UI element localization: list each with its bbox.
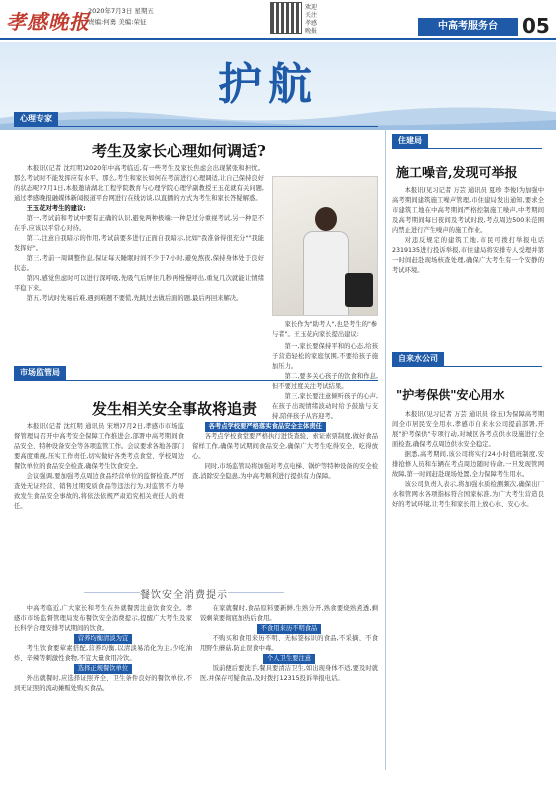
notice-title: 餐饮安全消费提示 (140, 590, 228, 601)
notice-subhead: 个人卫生要注意 (263, 654, 315, 664)
article1-parent-advice (272, 342, 378, 428)
parent-para: 第三,家长要注意倾听孩子的心声,在孩子出现情绪波动时给予鼓励与支持,陪伴孩子从容迎考。 (272, 393, 378, 420)
issue-editors: 责编:何勇 美编:荣征 (88, 18, 147, 26)
page-number: 05 (522, 14, 550, 38)
article2-para: 对违反规定的建筑工地,市民可拨打举报电话2319135进行投诉举报,市住建局将安排专人受理并第一时间赶赴现场核查处理,确保广大考生有一个安静的考试环境。 (392, 237, 544, 274)
article3-subhead: 各考点学校要严格落实食品安全主体责任 (205, 422, 326, 432)
issue-meta (88, 6, 154, 28)
microphone-icon (345, 273, 373, 307)
article1-para: 第四,感觉焦虑时可以进行深呼吸,先吸气后屏住几秒再慢慢呼出,重复几次就能让情绪平稳下来。 (14, 275, 264, 292)
column-divider (385, 130, 386, 770)
banner (0, 42, 556, 130)
article1-para: 第一,考试前和考试中要有正确的认识,避免两种极端:一种是过分重视考试,另一种是不在乎,应该以平常心对待。 (14, 215, 264, 232)
tag-housing-bureau: 住建局 (392, 134, 428, 148)
interview-photo (272, 176, 378, 316)
parent-para: 第一,家长要保持平和的心态,给孩子营造轻松的家庭氛围,不要给孩子施加压力。 (272, 343, 378, 370)
notice-subhead: 选择正规餐饮单位 (74, 664, 132, 674)
article1-headline: 考生及家长心理如何调适? (92, 142, 266, 160)
tag-underline (392, 366, 542, 367)
article3-headline: 发生相关安全事故将追责 (92, 400, 258, 418)
article1-body (14, 164, 264, 424)
newspaper-logo: 孝感晚报 (6, 10, 90, 34)
photo-caption: 家长作为"助考人",也是考生的"参与者"。王玉花向家长提出建议: (272, 321, 378, 338)
tag-water-company: 自来水公司 (392, 352, 444, 366)
notice-subhead: 不食用来历不明食品 (257, 624, 322, 634)
parent-para: 第二,要多关心孩子的饮食和作息,但不要过度关注考试结果。 (272, 373, 378, 390)
article4-para: 据悉,高考期间,该公司将实行24小时值班制度,安排抢修人员和车辆在考点周边随时待命,一旦发现管网故障,第一时间赶赴现场处置,全力保障考生用水。 (392, 451, 544, 478)
article4-body (392, 410, 544, 794)
article1-sub1: 王玉花对考生的建议: (26, 205, 86, 212)
tag-underline (14, 126, 378, 127)
qr-code-icon (270, 2, 302, 34)
notice-col2 (200, 604, 378, 794)
notice-rule-right (228, 592, 284, 593)
notice-para: 中高考临近,广大家长和考生在外就餐需注意饮食安全。孝感市市场监督管理局发布餐饮安全消费提示,提醒广大考生及家长科学合理安排考试期间的饮食。 (14, 605, 192, 632)
article1-para: 第五,考试时先易后难,遇到难题不要慌,先跳过去做后面的题,最后再回来解决。 (26, 295, 243, 302)
article2-para: 本报讯(见习记者 万芸 通讯员 夏珍 李俊)为加强中高考期间建筑施工噪声管理,市住建局发出通知,要求全市建筑工地在中高考期间严格控制施工噪声,中考期间及高考期间每日夜间及考试时段,考点周边500米范围内禁止进行产生噪声的施工作业。 (392, 187, 544, 234)
article3-para: 本报讯(记者 沈红明 通讯员 宋增)7月2日,孝感市市场监督管理局召开中高考安全保障工作推进会,部署中高考期间食品安全、特种设备安全等各项监管工作。会议要求各地各部门要高度重视,压实工作责任,切实做好各类考点食堂、学校周边餐饮单位的食品安全检查,确保考生饮食安全。 (14, 423, 184, 470)
masthead (0, 0, 556, 40)
article1-lead: 本报讯(记者 沈红明)2020年中高考临近,有一些考生及家长焦虑会出现紧张和担忧。那么考试时不能发挥应有水平。那么,考生和家长如何在考前进行心理调适,让自己保持良好的状态呢?7月1日,本报邀请湖北工程学院教育与心理学院心理学副教授王玉花就有关问题,通过孝感晚报融媒体新闻报道平台网进行在线访谈,以直播的方式为考生和家长答疑解惑。 (14, 165, 264, 202)
qr-label: 欢迎关注孝感晚报 (305, 4, 318, 35)
tag-market-regulation: 市场监管局 (14, 366, 66, 380)
notice-col1 (14, 604, 192, 794)
tag-psychology-expert: 心理专家 (14, 112, 58, 126)
notice-para: 考生饮食要荤素搭配,营养均衡,以清淡易消化为主,少吃油炸、辛辣等刺激性食物,不宜大量食用冷饮。 (14, 645, 192, 662)
article2-body (392, 186, 544, 336)
issue-date: 2020年7月3日 星期五 (88, 7, 154, 15)
tag-underline (14, 380, 378, 381)
notice-para: 外出就餐时,应选择证照齐全、卫生条件良好的餐饮单位,不到无证照的流动摊贩处购买食品。 (14, 675, 192, 692)
article4-headline: "护考保供"安心用水 (396, 388, 505, 402)
interviewee-figure (303, 207, 349, 316)
notice-para: 不购买和食用来历不明、无标签标识的食品,不采摘、不食用野生蘑菇,防止误食中毒。 (200, 635, 378, 652)
article2-headline: 施工噪音,发现可举报 (396, 166, 518, 181)
section-name: 中高考服务台 (418, 18, 518, 36)
article4-para: 本报讯(见习记者 万芸 通讯员 徐玉)为保障高考期间全市居民安全用水,孝感市自来水公司提前部署,开展"护考保供"专项行动,对城区各考点供水设施进行全面检查,确保考点周边供水安全稳定。 (392, 411, 544, 448)
article1-para: 第三,考前一周调整作息,保证每天睡眠时间不少于7小时,避免熬夜,保持身体处于良好状态。 (14, 255, 264, 272)
article3-para: 会议强调,要加强考点周边食品经营单位的监督检查,严厉查处无证经营、销售过期变质食品等违法行为,对监管不力导致发生食品安全事故的,将依法依规严肃追究相关责任人的责任。 (14, 473, 184, 510)
article3-body-col2 (192, 422, 378, 572)
article1-para: 第二,注意自我暗示的作用,考试前要多进行正面自我暗示,比如"我准备得很充分""我能发挥好"。 (14, 235, 264, 252)
article3-para: 同时,市场监管局将加强对考点电梯、锅炉等特种设备的安全检查,消除安全隐患,为中高考顺利进行提供有力保障。 (192, 463, 378, 480)
article3-body-col1 (14, 422, 184, 572)
notice-subhead: 营养均衡清淡为宜 (74, 634, 132, 644)
article4-para: 该公司负责人表示,将加强水质检测频次,确保出厂水和管网水各项指标符合国家标准,为广大考生营造良好的考试环境,让考生和家长用上放心水、安心水。 (392, 481, 544, 508)
article3-para: 各考点学校食堂要严格执行进货查验、索证索票制度,做好食品留样工作,确保考试期间食品安全,确保广大考生吃得安全、吃得放心。 (192, 433, 378, 460)
tag-underline (392, 148, 542, 149)
banner-title: 护航 (218, 59, 318, 110)
notice-para: 在家就餐时,食品原料要新鲜,生熟分开,熟食要烧熟煮透,剩饭剩菜要彻底加热后食用。 (200, 605, 378, 622)
notice-para: 饭前便后要洗手,餐具要清洁卫生,如出现身体不适,要及时就医,并保存可疑食品,及时拨打12315投诉举报电话。 (200, 665, 378, 682)
